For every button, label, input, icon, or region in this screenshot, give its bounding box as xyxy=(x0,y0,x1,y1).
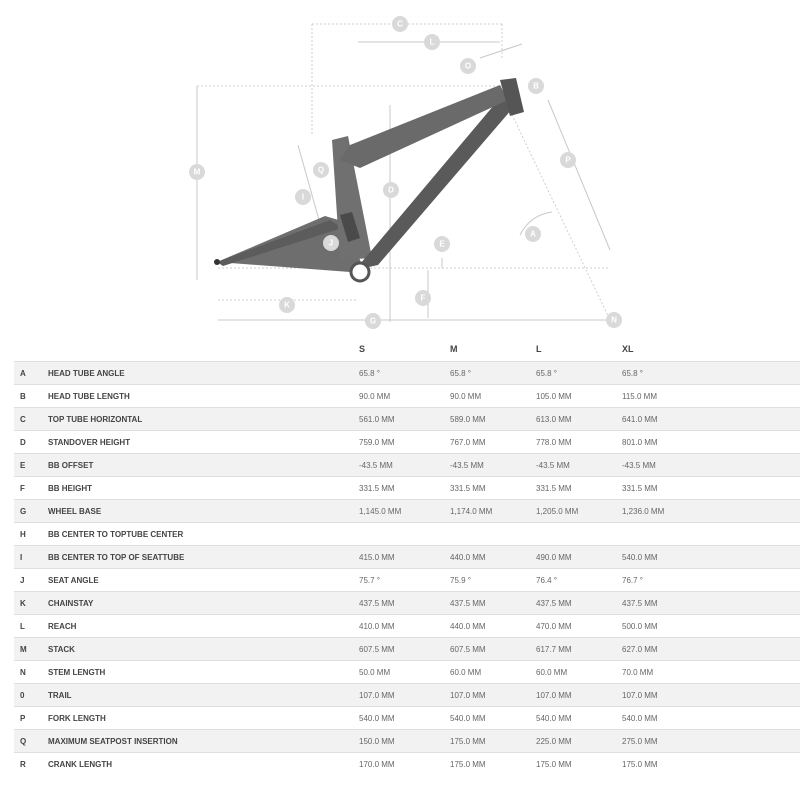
size-s-header: S xyxy=(359,344,366,354)
size-value: 613.0 MM xyxy=(536,408,622,431)
size-value: -43.5 MM xyxy=(536,454,622,477)
size-value: 767.0 MM xyxy=(450,431,536,454)
row-name: FORK LENGTH xyxy=(48,707,359,730)
label-g xyxy=(365,313,381,329)
row-name: HEAD TUBE LENGTH xyxy=(48,385,359,408)
size-value: 150.0 MM xyxy=(359,730,450,753)
row-name: STACK xyxy=(48,638,359,661)
size-value: 65.8 ° xyxy=(536,362,622,385)
row-name: BB CENTER TO TOP OF SEATTUBE xyxy=(48,546,359,569)
size-value: 540.0 MM xyxy=(536,707,622,730)
label-c xyxy=(392,16,408,32)
table-row xyxy=(14,546,800,569)
table-row xyxy=(14,385,800,408)
size-value: 170.0 MM xyxy=(359,753,450,776)
size-value: 759.0 MM xyxy=(359,431,450,454)
row-code: N xyxy=(14,661,48,684)
row-code: A xyxy=(14,362,48,385)
svg-text:E: E xyxy=(439,239,445,249)
size-value xyxy=(536,523,622,546)
row-name: SEAT ANGLE xyxy=(48,569,359,592)
row-code: Q xyxy=(14,730,48,753)
row-name: STEM LENGTH xyxy=(48,661,359,684)
size-value: 410.0 MM xyxy=(359,615,450,638)
row-code: F xyxy=(14,477,48,500)
size-value: 607.5 MM xyxy=(359,638,450,661)
size-value: 107.0 MM xyxy=(359,684,450,707)
row-name: TOP TUBE HORIZONTAL xyxy=(48,408,359,431)
size-value: 607.5 MM xyxy=(450,638,536,661)
size-value: 225.0 MM xyxy=(536,730,622,753)
svg-text:I: I xyxy=(301,192,305,202)
size-value: -43.5 MM xyxy=(359,454,450,477)
svg-text:A: A xyxy=(530,229,536,239)
geometry-table-body xyxy=(14,362,800,776)
label-l xyxy=(424,34,440,50)
size-value: 115.0 MM xyxy=(622,385,800,408)
svg-text:K: K xyxy=(284,300,290,310)
size-value: 1,205.0 MM xyxy=(536,500,622,523)
label-p xyxy=(560,152,576,168)
row-code: H xyxy=(14,523,48,546)
size-value: 65.8 ° xyxy=(450,362,536,385)
table-row xyxy=(14,661,800,684)
size-value: 589.0 MM xyxy=(450,408,536,431)
size-value: 1,174.0 MM xyxy=(450,500,536,523)
size-value: 540.0 MM xyxy=(622,546,800,569)
size-value: 75.9 ° xyxy=(450,569,536,592)
size-value: 331.5 MM xyxy=(622,477,800,500)
size-value: 175.0 MM xyxy=(450,730,536,753)
size-value: 105.0 MM xyxy=(536,385,622,408)
table-row xyxy=(14,753,800,776)
label-k xyxy=(279,297,295,313)
table-row xyxy=(14,638,800,661)
row-code: D xyxy=(14,431,48,454)
label-j xyxy=(323,235,339,251)
row-code: J xyxy=(14,569,48,592)
size-value: 331.5 MM xyxy=(359,477,450,500)
size-value xyxy=(622,523,800,546)
row-name: TRAIL xyxy=(48,684,359,707)
row-name: BB OFFSET xyxy=(48,454,359,477)
bike-frame xyxy=(214,78,524,281)
row-name: CRANK LENGTH xyxy=(48,753,359,776)
size-value: -43.5 MM xyxy=(622,454,800,477)
table-row xyxy=(14,707,800,730)
label-f xyxy=(415,290,431,306)
size-value: 641.0 MM xyxy=(622,408,800,431)
row-code: 0 xyxy=(14,684,48,707)
label-a xyxy=(525,226,541,242)
label-e xyxy=(434,236,450,252)
row-code: M xyxy=(14,638,48,661)
size-value: 76.7 ° xyxy=(622,569,800,592)
size-value: 50.0 MM xyxy=(359,661,450,684)
table-row xyxy=(14,684,800,707)
size-value: 275.0 MM xyxy=(622,730,800,753)
size-value: 561.0 MM xyxy=(359,408,450,431)
table-row xyxy=(14,477,800,500)
svg-text:L: L xyxy=(429,37,435,47)
size-value xyxy=(450,523,536,546)
row-code: B xyxy=(14,385,48,408)
table-row xyxy=(14,569,800,592)
size-value: 617.7 MM xyxy=(536,638,622,661)
size-value: 1,145.0 MM xyxy=(359,500,450,523)
size-value: 331.5 MM xyxy=(450,477,536,500)
row-code: E xyxy=(14,454,48,477)
size-value: 70.0 MM xyxy=(622,661,800,684)
size-value: 440.0 MM xyxy=(450,615,536,638)
size-value: -43.5 MM xyxy=(450,454,536,477)
size-value: 437.5 MM xyxy=(359,592,450,615)
size-value: 175.0 MM xyxy=(536,753,622,776)
size-value: 500.0 MM xyxy=(622,615,800,638)
row-name: HEAD TUBE ANGLE xyxy=(48,362,359,385)
svg-text:N: N xyxy=(611,315,617,325)
table-row xyxy=(14,454,800,477)
size-value: 778.0 MM xyxy=(536,431,622,454)
row-name: BB CENTER TO TOPTUBE CENTER xyxy=(48,523,359,546)
size-value: 175.0 MM xyxy=(622,753,800,776)
row-name: WHEEL BASE xyxy=(48,500,359,523)
geometry-table xyxy=(14,337,800,775)
row-code: C xyxy=(14,408,48,431)
size-value: 107.0 MM xyxy=(536,684,622,707)
size-xl-header: XL xyxy=(622,344,634,354)
size-value: 331.5 MM xyxy=(536,477,622,500)
table-row xyxy=(14,730,800,753)
table-row xyxy=(14,615,800,638)
svg-text:C: C xyxy=(397,19,403,29)
frame-geometry-diagram xyxy=(0,0,800,340)
label-o xyxy=(606,312,622,328)
size-value: 437.5 MM xyxy=(536,592,622,615)
row-name: MAXIMUM SEATPOST INSERTION xyxy=(48,730,359,753)
svg-text:J: J xyxy=(328,238,334,248)
size-value: 60.0 MM xyxy=(536,661,622,684)
size-value: 627.0 MM xyxy=(622,638,800,661)
svg-text:D: D xyxy=(388,185,394,195)
size-value: 801.0 MM xyxy=(622,431,800,454)
row-name: REACH xyxy=(48,615,359,638)
svg-text:B: B xyxy=(533,81,539,91)
size-m-header: M xyxy=(450,344,458,354)
size-value: 470.0 MM xyxy=(536,615,622,638)
size-value: 540.0 MM xyxy=(622,707,800,730)
svg-text:F: F xyxy=(420,293,426,303)
size-value: 437.5 MM xyxy=(622,592,800,615)
row-name: STANDOVER HEIGHT xyxy=(48,431,359,454)
label-i xyxy=(295,189,311,205)
size-value: 490.0 MM xyxy=(536,546,622,569)
label-d xyxy=(383,182,399,198)
size-value: 60.0 MM xyxy=(450,661,536,684)
size-value: 440.0 MM xyxy=(450,546,536,569)
label-q xyxy=(313,162,329,178)
size-value: 540.0 MM xyxy=(359,707,450,730)
size-header-row xyxy=(14,337,800,362)
svg-text:M: M xyxy=(193,167,201,177)
size-value: 540.0 MM xyxy=(450,707,536,730)
size-l-header: L xyxy=(536,344,542,354)
size-value: 90.0 MM xyxy=(359,385,450,408)
svg-text:Q: Q xyxy=(317,165,325,175)
size-value: 415.0 MM xyxy=(359,546,450,569)
table-row xyxy=(14,592,800,615)
label-n xyxy=(460,58,476,74)
size-value: 65.8 ° xyxy=(359,362,450,385)
svg-text:G: G xyxy=(369,316,377,326)
size-value xyxy=(359,523,450,546)
row-code: K xyxy=(14,592,48,615)
dimension-lines xyxy=(197,24,610,322)
row-name: CHAINSTAY xyxy=(48,592,359,615)
size-value: 437.5 MM xyxy=(450,592,536,615)
label-b xyxy=(528,78,544,94)
table-row xyxy=(14,408,800,431)
table-row xyxy=(14,362,800,385)
size-value: 76.4 ° xyxy=(536,569,622,592)
svg-text:P: P xyxy=(565,155,571,165)
size-value: 107.0 MM xyxy=(622,684,800,707)
size-value: 90.0 MM xyxy=(450,385,536,408)
row-code: L xyxy=(14,615,48,638)
row-code: G xyxy=(14,500,48,523)
size-value: 175.0 MM xyxy=(450,753,536,776)
table-row xyxy=(14,431,800,454)
row-code: R xyxy=(14,753,48,776)
table-row xyxy=(14,500,800,523)
table-row xyxy=(14,523,800,546)
svg-text:O: O xyxy=(464,61,472,71)
row-code: I xyxy=(14,546,48,569)
row-code: P xyxy=(14,707,48,730)
label-m xyxy=(189,164,205,180)
size-value: 1,236.0 MM xyxy=(622,500,800,523)
row-name: BB HEIGHT xyxy=(48,477,359,500)
dimension-bubbles xyxy=(189,16,622,329)
size-value: 107.0 MM xyxy=(450,684,536,707)
size-value: 65.8 ° xyxy=(622,362,800,385)
size-value: 75.7 ° xyxy=(359,569,450,592)
